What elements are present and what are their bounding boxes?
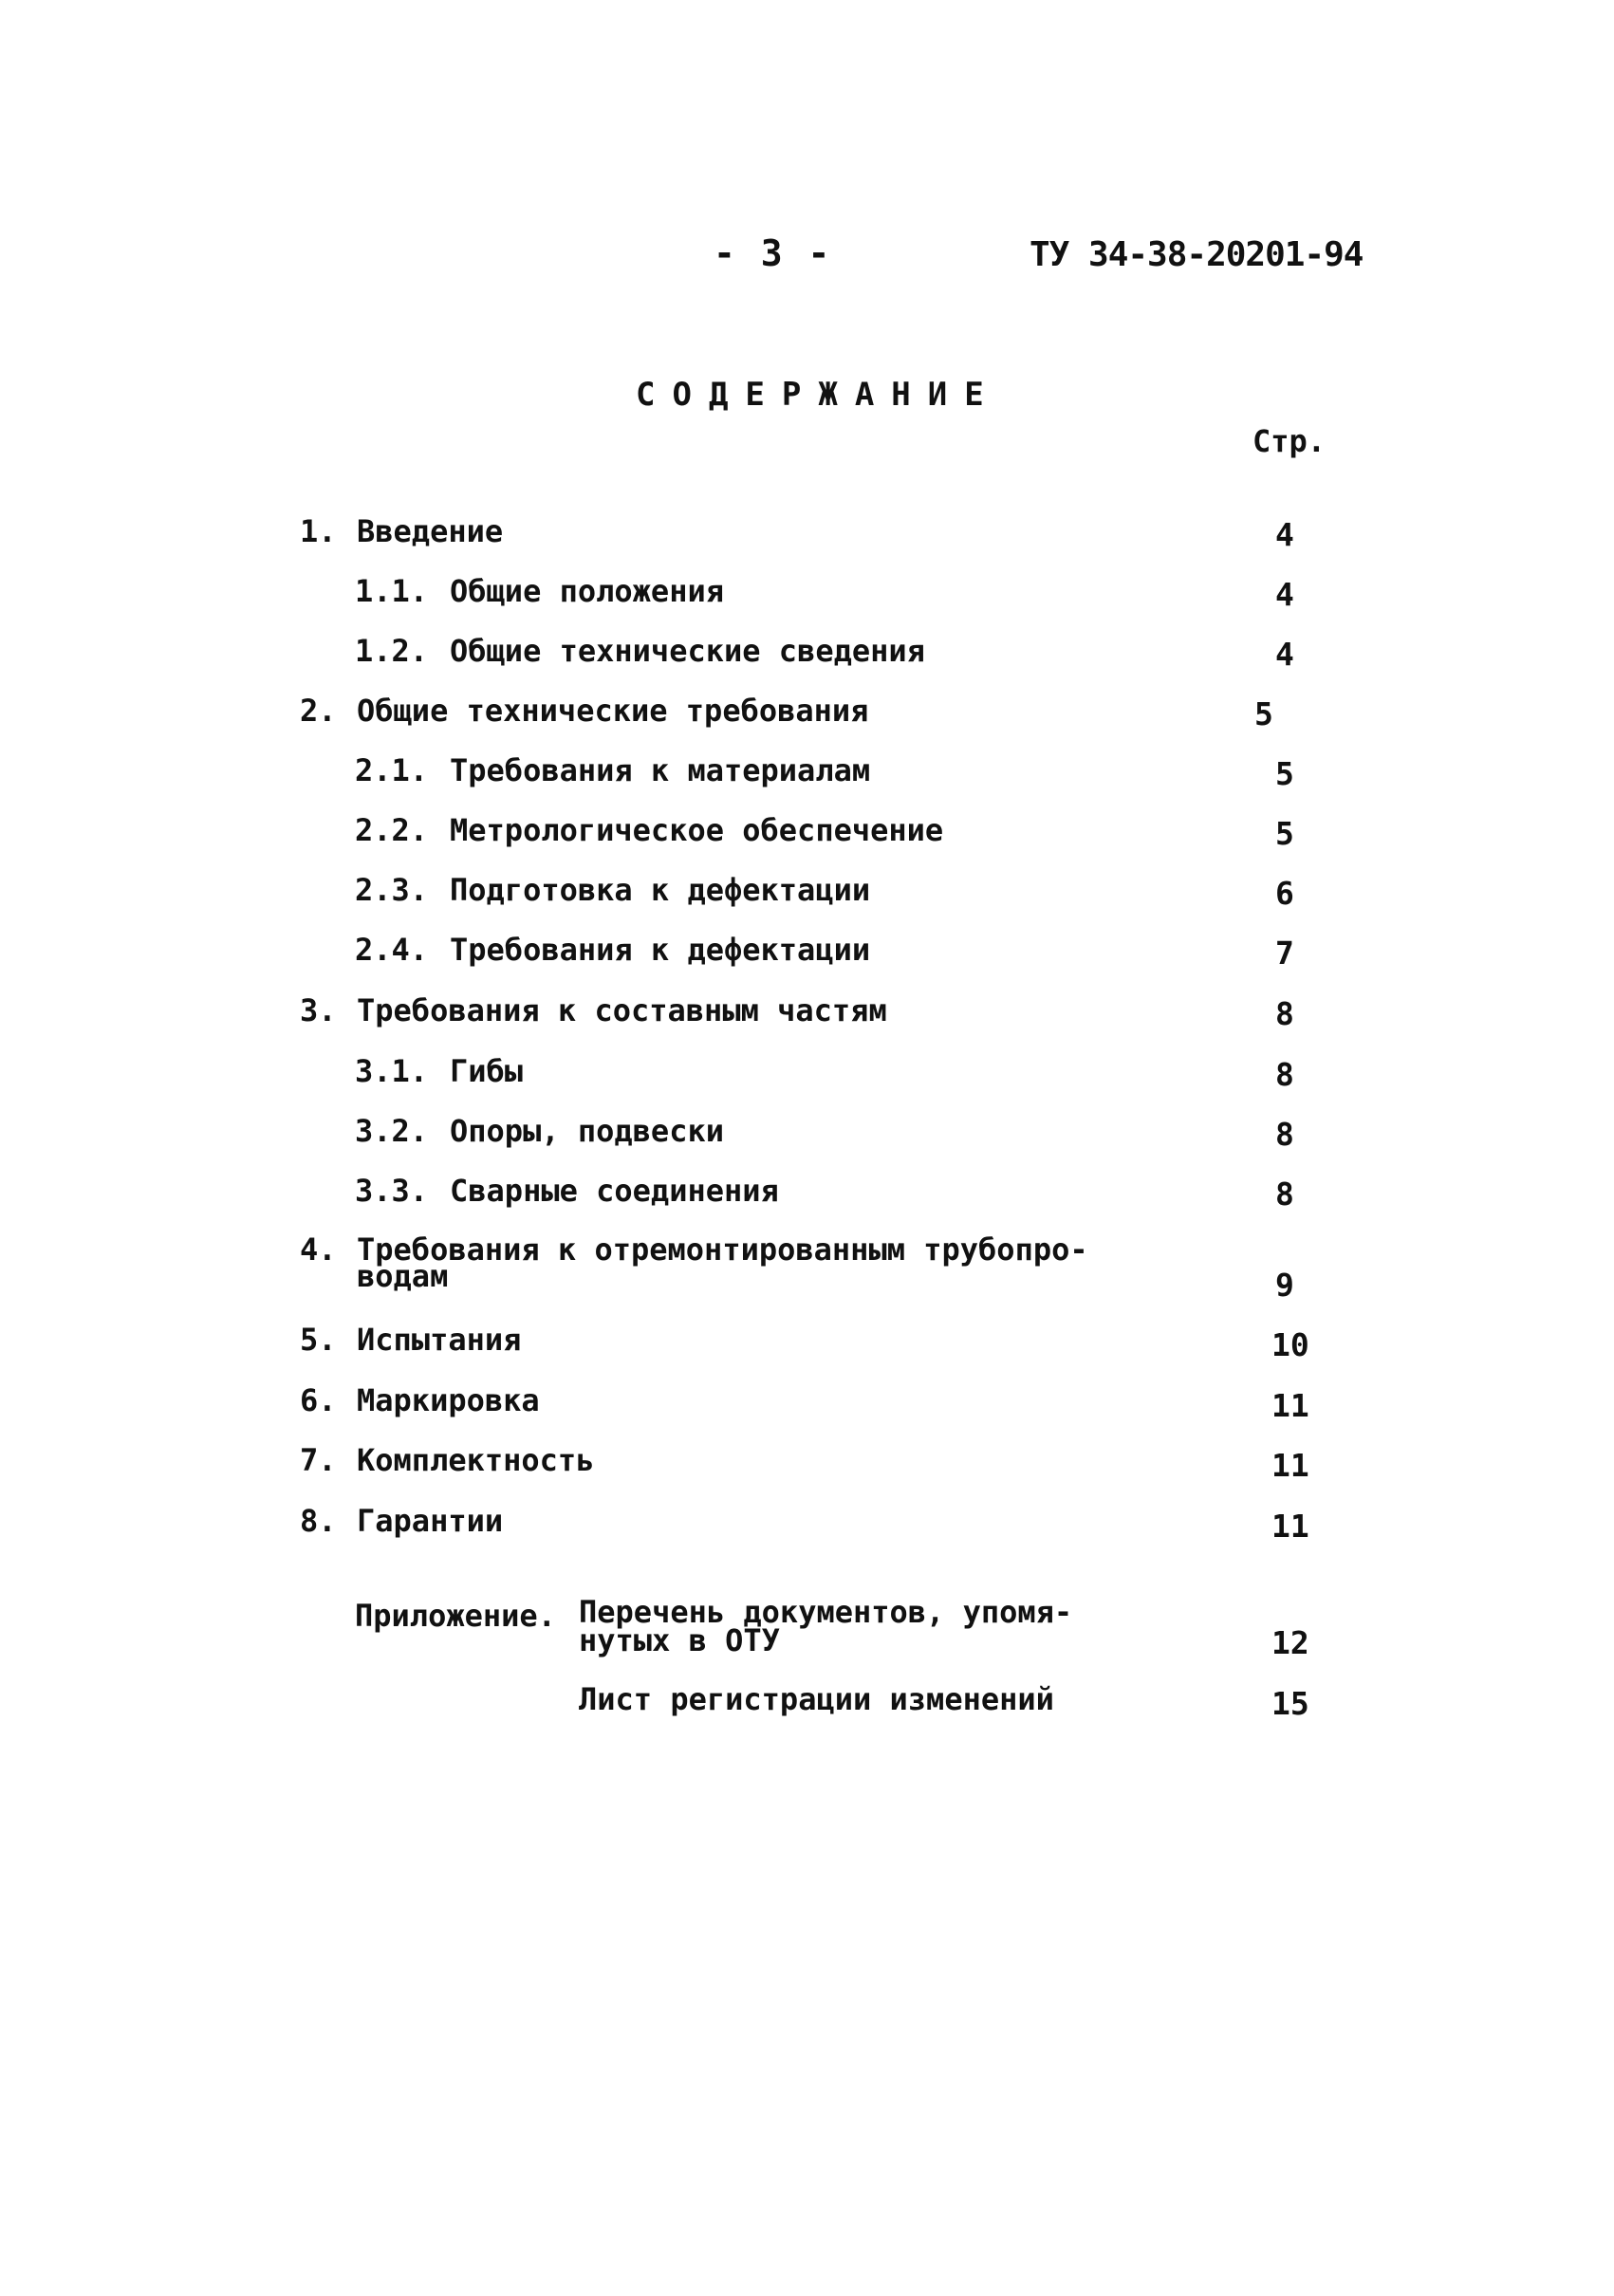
toc-entry-page: 5 — [1254, 695, 1273, 732]
toc-entry-text: Требования к отремонтированным трубопро- водам — [357, 1231, 1088, 1294]
toc-entry-number: 2. — [300, 693, 337, 729]
toc-entry — [355, 872, 871, 908]
toc-entry-number: 4. — [300, 1231, 337, 1268]
toc-entry-number: 3.3. — [355, 1173, 429, 1209]
toc-entry-number: 2.4. — [355, 932, 429, 968]
toc-entry-page: 4 — [1275, 516, 1294, 553]
appendix-item-text: Лист регистрации изменений — [579, 1681, 1054, 1717]
toc-entry-text: Опоры, подвески — [450, 1113, 724, 1149]
toc-entry-text: Общие положения — [450, 573, 724, 609]
toc-entry-page: 8 — [1275, 1176, 1294, 1213]
appendix-item-text: Перечень документов, упомя- нутых в ОТУ — [579, 1594, 1073, 1658]
toc-entry-text: Маркировка — [357, 1382, 540, 1418]
toc-entry — [300, 1442, 595, 1478]
toc-entry-page: 5 — [1275, 755, 1294, 792]
toc-entry-page: 7 — [1275, 935, 1294, 972]
toc-entry-page: 11 — [1271, 1447, 1309, 1484]
toc-entry-text: Введение — [357, 513, 504, 549]
toc-entry-text: Гарантии — [357, 1503, 504, 1539]
toc-entry-text: Гибы — [450, 1053, 524, 1089]
toc-entry-number: 2.1. — [355, 752, 429, 788]
toc-entry-page: 8 — [1275, 1116, 1294, 1153]
toc-entry — [300, 693, 869, 729]
toc-entry-number: 3.1. — [355, 1053, 429, 1089]
toc-entry — [355, 633, 925, 669]
toc-entry — [300, 992, 887, 1028]
appendix-item-page: 15 — [1271, 1685, 1309, 1722]
toc-entry-page: 4 — [1275, 576, 1294, 613]
toc-entry-number: 1. — [300, 513, 337, 549]
toc-entry — [355, 573, 724, 609]
toc-entry-page: 6 — [1275, 875, 1294, 912]
toc-entry-page: 10 — [1271, 1326, 1309, 1363]
toc-entry-page: 11 — [1271, 1508, 1309, 1545]
toc-entry-number: 6. — [300, 1382, 337, 1418]
page-number: - 3 - — [714, 232, 832, 274]
page-column-label: Стр. — [1252, 423, 1326, 459]
toc-entry-page: 8 — [1275, 1056, 1294, 1093]
toc-entry-number: 3.2. — [355, 1113, 429, 1149]
toc-entry-text: Сварные соединения — [450, 1173, 779, 1209]
toc-entry-number: 7. — [300, 1442, 337, 1478]
toc-entry-text: Общие технические сведения — [450, 633, 925, 669]
toc-entry-page: 8 — [1275, 995, 1294, 1032]
toc-entry-number: 1.2. — [355, 633, 429, 669]
toc-entry-page: 9 — [1275, 1267, 1294, 1304]
toc-entry — [300, 513, 504, 549]
toc-entry-page: 5 — [1275, 815, 1294, 852]
toc-entry-number: 2.3. — [355, 872, 429, 908]
toc-entry-text: Требования к дефектации — [450, 932, 871, 968]
toc-entry-number: 1.1. — [355, 573, 429, 609]
toc-entry-text: Комплектность — [357, 1442, 595, 1478]
appendix-item-page: 12 — [1271, 1624, 1309, 1661]
toc-entry — [300, 1503, 504, 1539]
toc-entry-text: Подготовка к дефектации — [450, 872, 871, 908]
appendix-label: Приложение. — [355, 1598, 556, 1634]
toc-entry-page: 4 — [1275, 636, 1294, 673]
toc-entry-number: 8. — [300, 1503, 337, 1539]
toc-entry-page: 11 — [1271, 1387, 1309, 1424]
toc-entry-number: 5. — [300, 1322, 337, 1358]
toc-title: СОДЕРЖАНИЕ — [636, 376, 1001, 414]
toc-entry-text: Общие технические требования — [357, 693, 869, 729]
document-code: ТУ 34-38-20201-94 — [1030, 235, 1364, 274]
toc-entry — [355, 1113, 724, 1149]
toc-entry — [300, 1382, 540, 1418]
toc-entry — [355, 752, 871, 788]
toc-entry-text: Требования к материалам — [450, 752, 871, 788]
toc-entry — [300, 1322, 522, 1358]
toc-entry-text: Требования к составным частям — [357, 992, 887, 1028]
toc-entry-text: Испытания — [357, 1322, 522, 1358]
toc-entry-text: Метрологическое обеспечение — [450, 812, 944, 848]
toc-entry-number: 2.2. — [355, 812, 429, 848]
toc-entry-number: 3. — [300, 992, 337, 1028]
toc-entry — [355, 1173, 779, 1209]
toc-entry — [300, 1231, 1088, 1294]
toc-entry — [355, 812, 944, 848]
toc-entry — [355, 1053, 524, 1089]
toc-entry — [355, 932, 871, 968]
